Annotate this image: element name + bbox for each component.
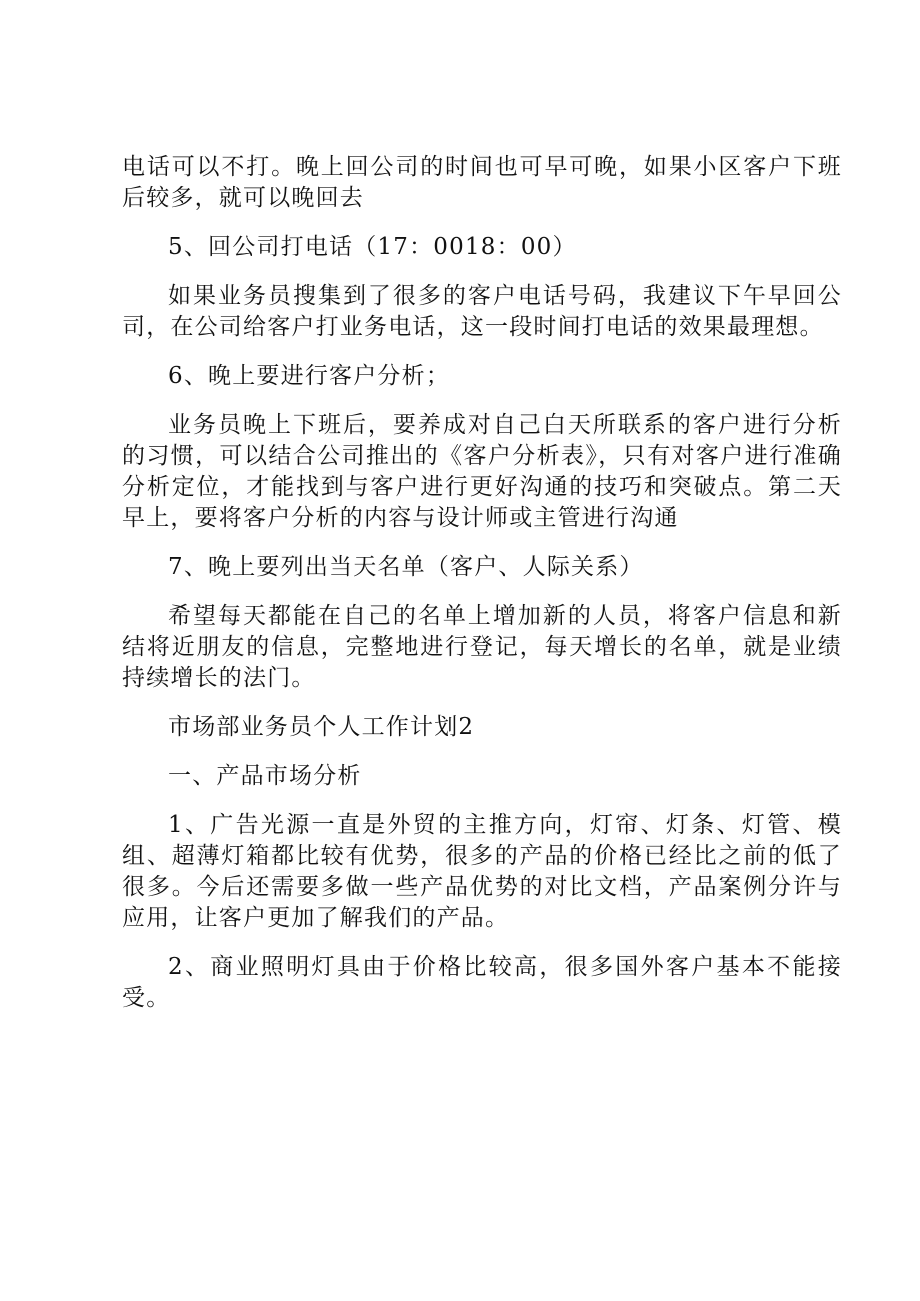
paragraph-11: 2、商业照明灯具由于价格比较高，很多国外客户基本不能接受。 [122, 954, 842, 1011]
paragraph-10: 1、广告光源一直是外贸的主推方向，灯帘、灯条、灯管、模组、超薄灯箱都比较有优势，很多的产品的价格已经比之前的低了很多。今后还需要多做一些产品优势的对比文档，产品案例分许与应用，让客户更加了解我们的产品。 [122, 812, 842, 931]
section-heading-5: 5、回公司打电话（17：0018：00） [168, 234, 577, 260]
paragraph-1: 电话可以不打。晚上回公司的时间也可早可晚，如果小区客户下班后较多，就可以晚回去 [122, 154, 842, 211]
section-heading-7: 7、晚上要列出当天名单（客户、人际关系） [168, 554, 644, 580]
paragraph-5: 业务员晚上下班后，要养成对自己白天所联系的客户进行分析的习惯，可以结合公司推出的《客户分析表》，只有对客户进行准确分析定位，才能找到与客户进行更好沟通的技巧和突破点。第二天早上，要将客户分析的内容与设计师或主管进行沟通 [122, 412, 842, 531]
section-heading-market-analysis: 一、产品市场分析 [168, 763, 362, 789]
section-heading-6: 6、晚上要进行客户分析； [168, 363, 451, 389]
document-title-2: 市场部业务员个人工作计划2 [168, 714, 475, 740]
paragraph-7: 希望每天都能在自己的名单上增加新的人员，将客户信息和新结将近朋友的信息，完整地进行登记，每天增长的名单，就是业绩持续增长的法门。 [122, 603, 842, 691]
paragraph-3: 如果业务员搜集到了很多的客户电话号码，我建议下午早回公司，在公司给客户打业务电话，这一段时间打电话的效果最理想。 [122, 283, 842, 340]
document-body [122, 152, 842, 1014]
